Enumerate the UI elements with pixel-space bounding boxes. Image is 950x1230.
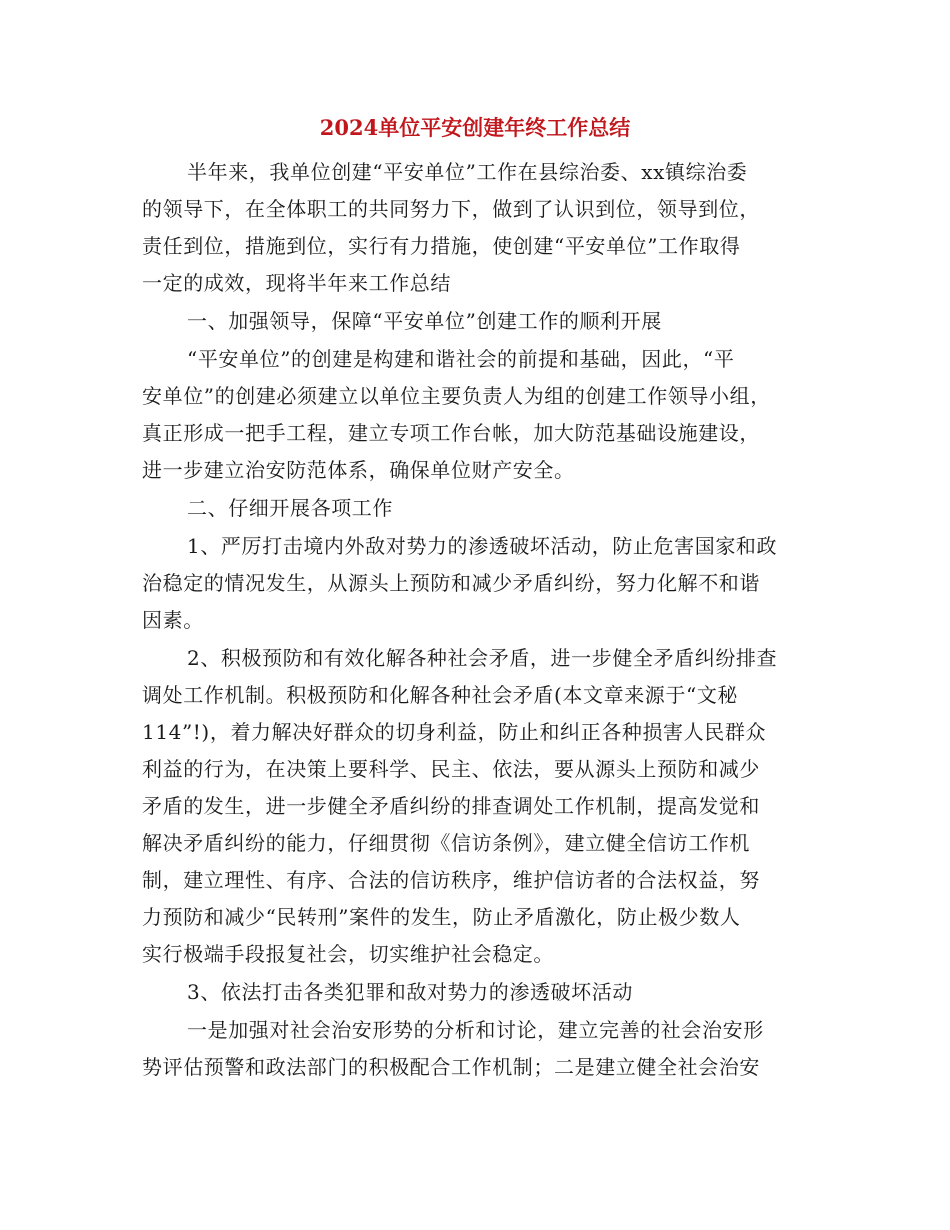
paragraph-line: 实行极端手段报复社会，切实维护社会稳定。 — [142, 942, 554, 966]
paragraph-line: 安单位”的创建必须建立以单位主要负责人为组的创建工作领导小组， — [142, 384, 771, 408]
paragraph-line: 真正形成一把手工程，建立专项工作台帐，加大防范基础设施建设， — [142, 421, 760, 445]
paragraph-line: 因素。 — [142, 608, 204, 632]
paragraph-line: 解决矛盾纠纷的能力，仔细贯彻《信访条例》，建立健全信访工作机 — [142, 831, 750, 855]
paragraph-line: 2、积极预防和有效化解各种社会矛盾，进一步健全矛盾纠纷排查 — [187, 646, 778, 670]
paragraph-line: “平安单位”的创建是构建和谐社会的前提和基础，因此，“平 — [187, 347, 735, 371]
paragraph-line: 进一步建立治安防范体系，确保单位财产安全。 — [142, 458, 575, 482]
paragraph-line: 的领导下，在全体职工的共同努力下，做到了认识到位，领导到位， — [142, 197, 760, 221]
section-heading: 二、仔细开展各项工作 — [187, 496, 393, 520]
paragraph-line: 一是加强对社会治安形势的分析和讨论，建立完善的社会治安形 — [187, 1018, 764, 1042]
paragraph-line: 势评估预警和政法部门的积极配合工作机制；二是建立健全社会治安 — [142, 1055, 760, 1079]
paragraph-line: 责任到位，措施到位，实行有力措施，使创建“平安单位”工作取得 — [142, 234, 741, 258]
paragraph-line: 调处工作机制。积极预防和化解各种社会矛盾(本文章来源于“文秘 — [142, 683, 739, 707]
section-heading: 3、依法打击各类犯罪和敌对势力的渗透破坏活动 — [187, 980, 633, 1004]
paragraph-line: 1、严厉打击境内外敌对势力的渗透破坏活动，防止危害国家和政 — [187, 534, 778, 558]
document-title: 2024单位平安创建年终工作总结 — [319, 115, 631, 140]
paragraph-line: 力预防和减少“民转刑”案件的发生，防止矛盾激化，防止极少数人 — [142, 905, 741, 929]
paragraph-line: 一定的成效，现将半年来工作总结 — [142, 271, 451, 295]
paragraph-line: 制，建立理性、有序、合法的信访秩序，维护信访者的合法权益，努 — [142, 868, 760, 892]
paragraph-line: 半年来，我单位创建“平安单位”工作在县综治委、xx镇综治委 — [187, 160, 748, 184]
paragraph-line: 矛盾的发生，进一步健全矛盾纠纷的排查调处工作机制，提高发觉和 — [142, 794, 760, 818]
paragraph-line: 114”!)，着力解决好群众的切身利益，防止和纠正各种损害人民群众 — [142, 720, 767, 744]
paragraph-line: 利益的行为，在决策上要科学、民主、依法，要从源头上预防和减少 — [142, 757, 760, 781]
paragraph-line: 治稳定的情况发生，从源头上预防和减少矛盾纠纷，努力化解不和谐 — [142, 571, 760, 595]
section-heading: 一、加强领导，保障“平安单位”创建工作的顺利开展 — [187, 309, 662, 333]
